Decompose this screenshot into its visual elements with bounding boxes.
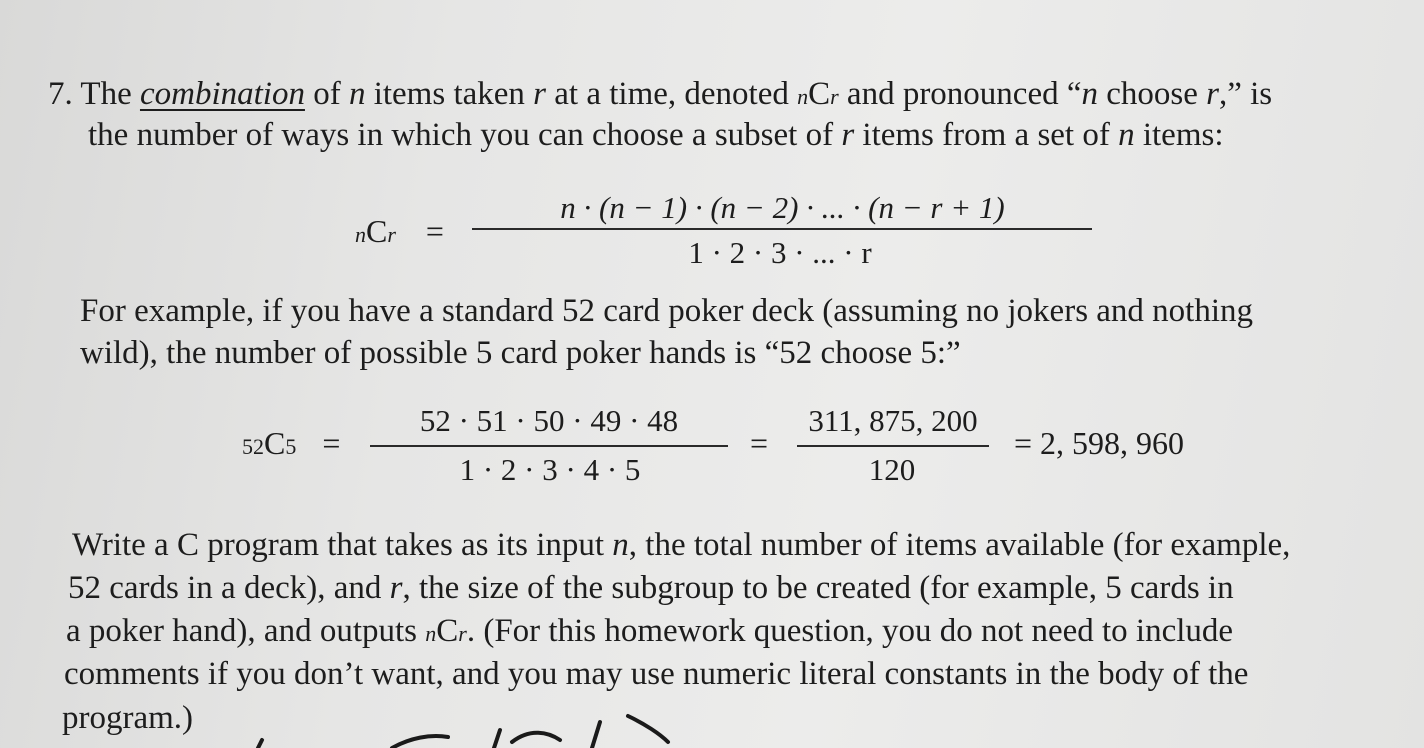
formula-example-result: = 2, 598, 960 xyxy=(1014,425,1185,461)
formula-general-numerator: n · (n − 1) · (n − 2) · ... · (n − r + 1) xyxy=(560,190,1005,225)
task-line-3: a poker hand), and outputs nCr. (For this homework question, you do not need to include xyxy=(66,613,1234,649)
formula-example-lhs: 52C5 = xyxy=(242,425,341,461)
formula-example-fraction2-numerator: 311, 875, 200 xyxy=(808,403,978,438)
task-line-5: program.) xyxy=(62,700,194,736)
task-line-2: 52 cards in a deck), and r, the size of the subgroup to be created (for example, 5 cards in xyxy=(68,570,1234,606)
example-line-1: For example, if you have a standard 52 card poker deck (assuming no jokers and nothing xyxy=(80,293,1254,329)
problem-line-1: 7. The combination of n items taken r at a time, denoted nCr and pronounced “n choose r,” is xyxy=(48,76,1273,112)
formula-example-fraction2-denominator: 120 xyxy=(868,452,916,487)
task-line-4: comments if you don’t want, and you may use numeric literal constants in the body of the xyxy=(64,656,1249,692)
formula-example-fraction1-numerator: 52 · 51 · 50 · 49 · 48 xyxy=(419,403,679,438)
formula-example-fraction1-denominator: 1 · 2 · 3 · 4 · 5 xyxy=(459,452,641,487)
formula-general-lhs: nCr = xyxy=(355,213,444,249)
formula-general-denominator: 1 · 2 · 3 · ... · r xyxy=(688,235,872,270)
task-line-1: Write a C program that takes as its input n, the total number of items available (for example, xyxy=(72,527,1291,563)
term-combination: combination xyxy=(139,76,305,112)
problem-number: 7. xyxy=(48,76,73,112)
formula-example-equals-2: = xyxy=(750,425,769,461)
problem-line-2: the number of ways in which you can choose a subset of r items from a set of n items: xyxy=(88,117,1224,153)
example-line-2: wild), the number of possible 5 card poker hands is “52 choose 5:” xyxy=(80,335,961,371)
